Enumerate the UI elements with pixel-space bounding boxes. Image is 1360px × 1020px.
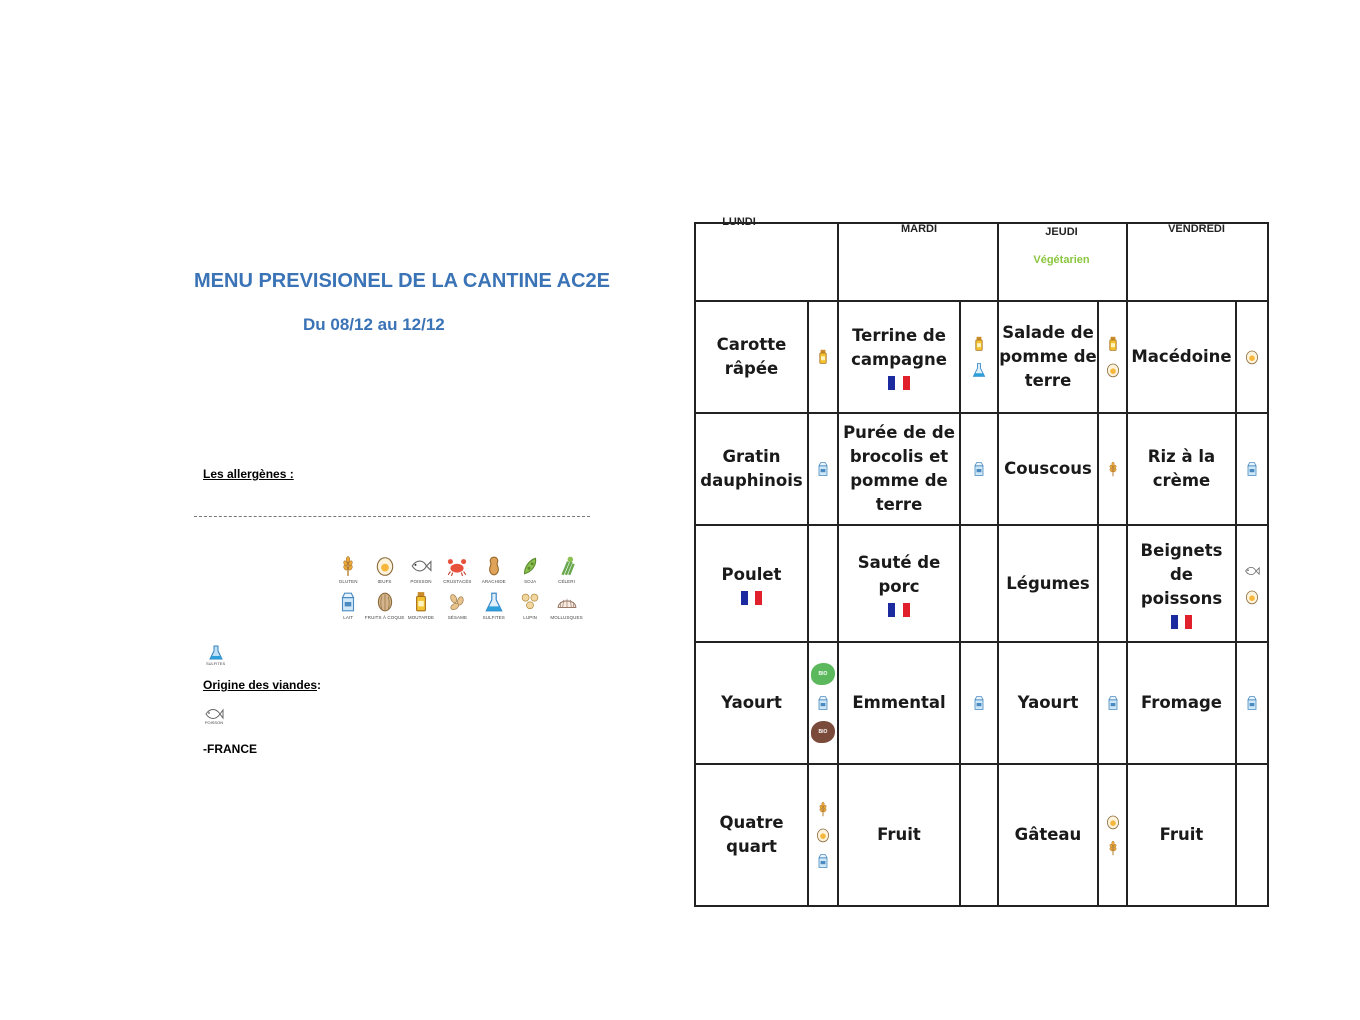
dish-name: Purée de de brocolis et pomme de terre [843,423,955,514]
menu-cell [999,643,1097,763]
france-flag-icon [888,376,910,390]
milk-icon [1244,695,1260,711]
allergen-item [366,554,402,584]
sulfites-icon: SULFITES [206,645,225,666]
milk-icon [337,590,359,614]
dish-name: Yaourt [721,693,782,712]
allergen-icons [1099,643,1126,763]
allergen-item [476,554,512,584]
allergen-icons [1237,414,1267,524]
dish-name: Terrine de campagne [851,326,947,369]
menu-cell [1128,526,1235,641]
allergen-item [512,554,548,584]
dish-name: Macédoine [1131,347,1232,366]
allergen-item [403,590,439,620]
allergen-label: FRUITS À COQUE [364,615,405,620]
allergen-item [548,554,584,584]
allergen-label: CÉLERI [558,579,575,584]
allergens-heading: Les allergènes : [203,467,294,481]
milk-icon [815,853,831,869]
allergen-icons [1099,302,1126,412]
milk-icon [1105,695,1121,711]
menu-cell [1128,765,1235,905]
origin-value: -FRANCE [203,742,257,756]
menu-cell [999,526,1097,641]
menu-cell [839,414,959,524]
egg-icon [1244,349,1260,365]
milk-icon [971,461,987,477]
dish-name: Sauté de porc [857,552,941,596]
fish-icon [410,554,432,578]
dish-name: Emmental [852,693,946,712]
menu-cell [839,302,959,412]
menu-cell [696,302,807,412]
wheat-icon [1105,840,1121,856]
menu-cell [1128,643,1235,763]
nut-icon [374,590,396,614]
allergen-item [403,554,439,584]
dish-name: Fromage [1140,693,1223,712]
flask-icon [971,362,987,378]
france-flag-icon [741,591,763,605]
menu-cell [696,643,807,763]
allergen-icons [1237,643,1267,763]
menu-cell [696,765,807,905]
allergen-icons [961,414,997,524]
dish-name: Salade de pomme de terre [999,323,1097,390]
allergen-icons [1099,765,1126,905]
day-header-lundi: LUNDI [722,216,756,228]
allergen-label: LAIT [343,615,354,620]
vegetarian-label: Végétarien [1033,254,1090,266]
allergen-icons [809,302,837,412]
allergen-label: GLUTEN [338,579,358,584]
dish-name: Légumes [1006,573,1090,593]
allergen-item [439,590,475,620]
wheat-icon [1105,461,1121,477]
allergen-item [476,590,512,620]
menu-cell [1128,302,1235,412]
origin-heading: Origine des viandes: [203,678,322,692]
crab-icon [446,554,468,578]
allergen-item [364,590,405,620]
mustard-icon [1105,336,1121,352]
page-title: MENU PREVISIONEL DE LA CANTINE AC2E [194,270,610,292]
dish-name: Fruit [877,825,921,844]
dish-name: Yaourt [1017,693,1079,712]
day-header-vendredi: VENDREDI [1168,223,1225,235]
egg-icon [815,827,831,843]
menu-cell [1128,414,1235,524]
fish-icon: POISSON [204,708,224,725]
allergen-icons [961,643,997,763]
mustard-icon [815,349,831,365]
dish-name: Quatre quart [719,813,784,856]
allergen-label: ARACHIDE [481,579,506,584]
allergen-icons [1237,302,1267,412]
allergen-label: CRUSTACÉS [443,579,472,584]
france-flag-icon [888,603,910,617]
dish-name: Gratin dauphinois [700,447,803,490]
menu-cell [999,414,1097,524]
table-border [694,905,1269,907]
france-flag-icon [1171,615,1193,629]
mustard-icon [971,336,987,352]
menu-table [694,216,1269,907]
dish-name: Carotte râpée [716,335,787,378]
menu-cell [839,526,959,641]
peanut-icon [483,554,505,578]
menu-cell [839,765,959,905]
allergen-item [548,590,584,620]
dish-name: Fruit [1159,825,1204,844]
day-header-jeudi: JEUDI [1045,226,1078,238]
allergen-label: MOLLUSQUES [550,615,583,620]
bio-badge-icon [811,721,835,743]
lupin-icon [519,590,541,614]
bio-badge-icon [811,663,835,685]
allergen-item [439,554,475,584]
allergen-label: ŒUFS [377,579,392,584]
dashed-divider [194,516,590,517]
soy-icon [519,554,541,578]
egg-icon [374,554,396,578]
milk-icon [971,695,987,711]
allergen-icons [809,643,837,763]
date-range: Du 08/12 au 12/12 [303,315,445,334]
allergen-label: POISSON [410,579,432,584]
bio-label: BIO [811,663,835,685]
allergen-icons [809,414,837,524]
allergen-item [330,554,366,584]
menu-cell [839,643,959,763]
milk-icon [815,461,831,477]
allergen-label: SOJA [524,579,537,584]
dish-name: Couscous [1004,459,1092,478]
day-header-mardi: MARDI [900,223,938,235]
allergen-icons [809,765,837,905]
allergen-label: MOUTARDE [407,615,435,620]
menu-cell [696,526,807,641]
allergen-legend [330,554,585,620]
milk-icon [815,695,831,711]
mustard-icon [410,590,432,614]
milk-icon [1244,461,1260,477]
allergen-label: LUPIN [523,615,538,620]
sesame-icon [446,590,468,614]
wheat-icon [815,801,831,817]
table-border [1267,222,1269,907]
egg-icon [1244,589,1260,605]
allergen-label: SULFITES [482,615,505,620]
dish-name: Poulet [721,564,782,584]
allergen-label: SÉSAME [447,615,468,620]
menu-cell [999,765,1097,905]
allergen-icons [1099,414,1126,524]
allergen-item [512,590,548,620]
flask-icon [483,590,505,614]
allergen-item [330,590,366,620]
allergen-icons [961,302,997,412]
celery-icon [556,554,578,578]
dish-name: Gâteau [1014,825,1082,844]
egg-icon [1105,362,1121,378]
shell-icon [556,590,578,614]
fish-icon [1244,563,1260,579]
wheat-icon [337,554,359,578]
dish-name: Beignets de poissons [1140,540,1223,608]
dish-name: Riz à la crème [1147,447,1216,490]
bio-label: BIO [811,721,835,743]
allergen-icons [1237,526,1267,641]
egg-icon [1105,814,1121,830]
menu-cell [999,302,1097,412]
menu-cell [696,414,807,524]
